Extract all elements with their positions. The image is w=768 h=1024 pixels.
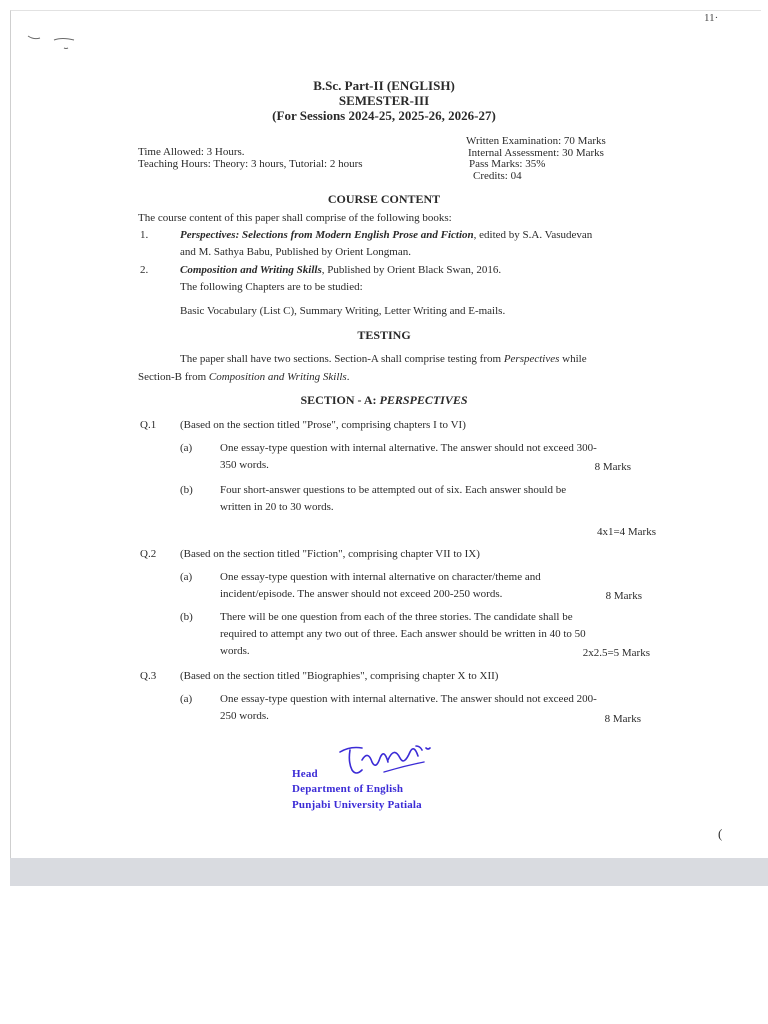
- q2-b-line3: words.: [220, 645, 250, 657]
- internal-assessment-marks: Internal Assessment: 30 Marks: [468, 147, 604, 159]
- q2-a-label: (a): [180, 571, 193, 583]
- corner-mark: 11·: [704, 12, 719, 24]
- semester-title: SEMESTER-III: [338, 93, 430, 108]
- book-2-line: [180, 263, 501, 277]
- book-2-number: 2.: [140, 264, 149, 276]
- course-content-heading: COURSE CONTENT: [327, 192, 441, 206]
- q1-b-label: (b): [180, 484, 193, 496]
- testing-text-2: while: [559, 353, 587, 365]
- book-1-editors: , edited by S.A. Vasudevan: [473, 229, 593, 241]
- q2-text: (Based on the section titled "Fiction", comprising chapter VII to IX): [180, 548, 480, 560]
- testing-composition: Composition and Writing Skills: [208, 371, 347, 383]
- book-2-publisher: , Published by Orient Black Swan, 2016.: [321, 264, 502, 276]
- section-a-title: PERSPECTIVES: [379, 393, 468, 407]
- written-exam-marks: Written Examination: 70 Marks: [466, 135, 606, 147]
- credits: Credits: 04: [473, 170, 522, 182]
- book-1-line: [180, 228, 592, 242]
- q2-b-line1: There will be one question from each of the three stories. The candidate shall be: [220, 611, 573, 623]
- q1-a-label: (a): [180, 442, 193, 454]
- teaching-hours: Teaching Hours: Theory: 3 hours, Tutorial: 2 hours: [138, 158, 363, 170]
- testing-text-1: The paper shall have two sections. Section-A shall comprise testing from: [180, 353, 504, 365]
- q2-b-line2: required to attempt any two out of three. Each answer should be written in 40 to 50: [220, 628, 586, 640]
- q1-b-marks: 4x1=4 Marks: [596, 526, 656, 538]
- q2-b-marks: 2x2.5=5 Marks: [582, 647, 650, 659]
- testing-text-4: .: [346, 371, 350, 383]
- chapters-list: Basic Vocabulary (List C), Summary Writing, Letter Writing and E-mails.: [180, 305, 506, 317]
- sessions-title: (For Sessions 2024-25, 2025-26, 2026-27): [272, 108, 496, 123]
- q1-a-marks: 8 Marks: [594, 461, 631, 473]
- section-a-label: SECTION - A:: [300, 393, 380, 407]
- q1-text: (Based on the section titled "Prose", comprising chapters I to VI): [180, 419, 466, 431]
- handwritten-signature: [336, 738, 446, 784]
- q2-a-line2: incident/episode. The answer should not exceed 200-250 words.: [220, 588, 503, 600]
- time-allowed: Time Allowed: 3 Hours.: [138, 146, 245, 158]
- q1-a-line1: One essay-type question with internal alternative. The answer should not exceed 300-: [220, 442, 597, 454]
- testing-para-line1: [180, 352, 587, 366]
- chapters-note: The following Chapters are to be studied:: [180, 281, 363, 293]
- pass-marks: Pass Marks: 35%: [469, 158, 546, 170]
- section-a-heading: [0, 393, 768, 408]
- right-edge-tick: (: [718, 826, 723, 841]
- q2-number: Q.2: [140, 548, 157, 560]
- q3-number: Q.3: [140, 670, 157, 682]
- q2-b-label: (b): [180, 611, 193, 623]
- q3-a-label: (a): [180, 693, 193, 705]
- testing-perspectives: Perspectives: [503, 353, 560, 365]
- course-title: B.Sc. Part-II (ENGLISH): [313, 78, 455, 93]
- pen-scribble-mark: [24, 30, 80, 52]
- document-sheet: [10, 10, 761, 859]
- stamp-university: Punjabi University Patiala: [292, 799, 422, 811]
- testing-para-line2: [138, 370, 349, 384]
- q3-a-line2: 250 words.: [220, 710, 269, 722]
- q3-a-line1: One essay-type question with internal alternative. The answer should not exceed 200-: [220, 693, 597, 705]
- book-1-publisher: and M. Sathya Babu, Published by Orient Longman.: [180, 246, 411, 258]
- book-1-number: 1.: [140, 229, 149, 241]
- stamp-department: Department of English: [292, 783, 404, 795]
- q1-b-line2: written in 20 to 30 words.: [220, 501, 334, 513]
- q3-a-marks: 8 Marks: [604, 713, 641, 725]
- book-2-title: Composition and Writing Skills: [180, 264, 322, 276]
- course-content-intro: The course content of this paper shall comprise of the following books:: [138, 212, 452, 224]
- q2-a-marks: 8 Marks: [605, 590, 642, 602]
- q2-a-line1: One essay-type question with internal alternative on character/theme and: [220, 571, 541, 583]
- stamp-head: Head: [292, 768, 318, 780]
- q1-a-line2: 350 words.: [220, 459, 269, 471]
- testing-text-3: Section-B from: [138, 371, 209, 383]
- q3-text: (Based on the section titled "Biographies", comprising chapter X to XII): [180, 670, 499, 682]
- testing-heading: TESTING: [357, 328, 411, 342]
- book-1-title: Perspectives: Selections from Modern English Prose and Fiction: [180, 229, 474, 241]
- scan-edge-strip: [10, 858, 768, 886]
- q1-b-line1: Four short-answer questions to be attempted out of six. Each answer should be: [220, 484, 567, 496]
- q1-number: Q.1: [140, 419, 157, 431]
